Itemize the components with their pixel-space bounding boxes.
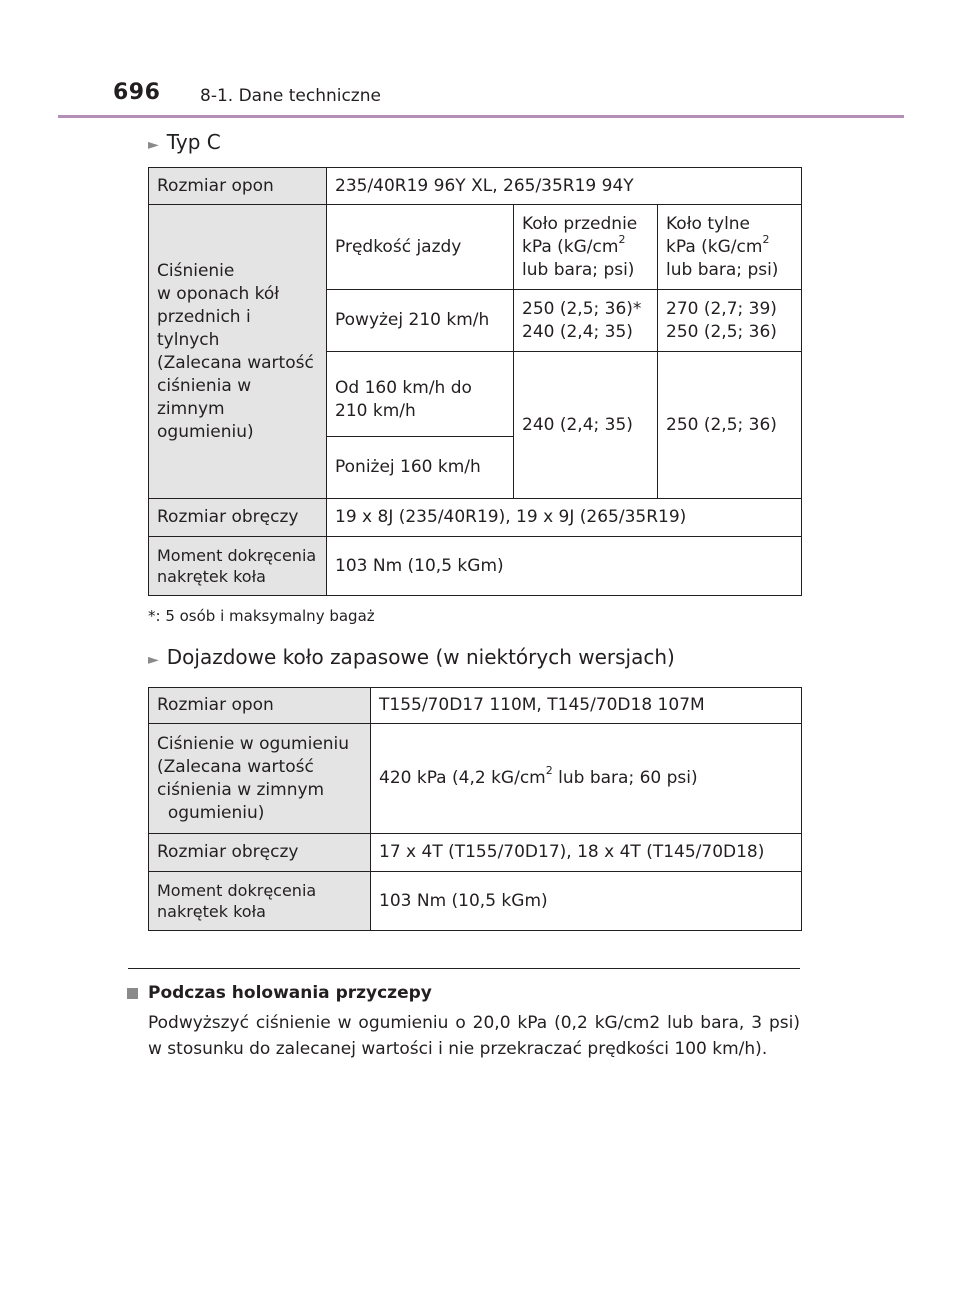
footnote: *: 5 osób i maksymalny bagaż — [148, 607, 375, 625]
type-c-spec-table — [148, 167, 802, 596]
triangle-bullet-icon: ► — [148, 137, 159, 153]
superscript: 2 — [762, 232, 770, 246]
header-divider — [58, 115, 904, 118]
triangle-bullet-icon: ► — [148, 652, 159, 668]
rear-pressure-under-210: 250 (2,5; 36) — [658, 352, 802, 499]
square-bullet-icon — [127, 988, 138, 999]
table-row — [149, 168, 802, 205]
spare-rim-size-value: 17 x 4T (T155/70D17), 18 x 4T (T145/70D18) — [371, 834, 802, 872]
spare-pressure-value-b: lub bara; 60 psi) — [552, 768, 698, 788]
speed-over-210: Powyżej 210 km/h — [327, 290, 514, 352]
rear-header-line3: lub bara; psi) — [666, 259, 779, 280]
table-row — [149, 688, 802, 724]
superscript: 2 — [545, 764, 553, 778]
rim-size-label: Rozmiar obręczy — [149, 499, 327, 537]
spare-tire-size-value: T155/70D17 110M, T145/70D18 107M — [371, 688, 802, 724]
spare-rim-size-label: Rozmiar obręczy — [149, 834, 371, 872]
rear-header-line1: Koło tylne — [666, 213, 751, 234]
rear-header-line2: kPa (kG/cm — [666, 236, 763, 257]
front-pressure-under-210: 240 (2,4; 35) — [514, 352, 658, 499]
note-body: Podwyższyć ciśnienie w ogumieniu o 20,0 kPa (0,2 kG/cm2 lub bara, 3 psi) w stosunku do zalecanej wartości i nie przekraczać prędkości 100 km/h). — [148, 1013, 800, 1059]
table-row — [149, 724, 802, 834]
tire-size-label: Rozmiar opon — [149, 168, 327, 205]
spare-heading — [148, 645, 675, 669]
spare-torque-label: Moment dokręcenia nakrętek koła — [149, 872, 371, 931]
rear-pressure-over-210: 270 (2,7; 39) 250 (2,5; 36) — [658, 290, 802, 352]
superscript: 2 — [618, 232, 626, 246]
spare-heading-text: Dojazdowe koło zapasowe (w niektórych wersjach) — [166, 645, 675, 669]
front-header-line2: kPa (kG/cm — [522, 236, 619, 257]
front-header-line3: lub bara; psi) — [522, 259, 635, 280]
spare-pressure-label: Ciśnienie w ogumieniu (Zalecana wartość ciśnienia w zimnym ogumieniu) — [149, 724, 371, 834]
torque-value: 103 Nm (10,5 kGm) — [327, 537, 802, 596]
table-row — [149, 205, 802, 290]
note-title: Podczas holowania przyczepy — [148, 983, 432, 1003]
rear-wheel-header — [658, 205, 802, 290]
spare-spec-table — [148, 687, 802, 931]
front-pressure-over-210: 250 (2,5; 36)* 240 (2,4; 35) — [514, 290, 658, 352]
spare-torque-value: 103 Nm (10,5 kGm) — [371, 872, 802, 931]
spare-pressure-value-a: 420 kPa (4,2 kG/cm — [379, 768, 546, 788]
pressure-label: Ciśnienie w oponach kół przednich i tylnych (Zalecana wartość ciśnienia w zimnym ogumieniu) — [149, 205, 327, 499]
section-divider — [128, 968, 800, 969]
spare-pressure-value — [371, 724, 802, 834]
front-wheel-header — [514, 205, 658, 290]
front-header-line1: Koło przednie — [522, 213, 638, 234]
table-row — [149, 537, 802, 596]
type-c-heading — [148, 130, 221, 154]
torque-label: Moment dokręcenia nakrętek koła — [149, 537, 327, 596]
tire-size-value: 235/40R19 96Y XL, 265/35R19 94Y — [327, 168, 802, 205]
speed-under-160: Poniżej 160 km/h — [327, 437, 514, 499]
rim-size-value: 19 x 8J (235/40R19), 19 x 9J (265/35R19) — [327, 499, 802, 537]
type-c-heading-text: Typ C — [166, 130, 221, 154]
speed-160-210: Od 160 km/h do 210 km/h — [327, 352, 514, 437]
page-number: 696 — [113, 80, 161, 105]
section-title: 8-1. Dane techniczne — [200, 86, 381, 106]
table-row — [149, 499, 802, 537]
spare-tire-size-label: Rozmiar opon — [149, 688, 371, 724]
speed-header: Prędkość jazdy — [327, 205, 514, 290]
page-header — [0, 0, 960, 118]
table-row — [149, 872, 802, 931]
table-row — [149, 834, 802, 872]
